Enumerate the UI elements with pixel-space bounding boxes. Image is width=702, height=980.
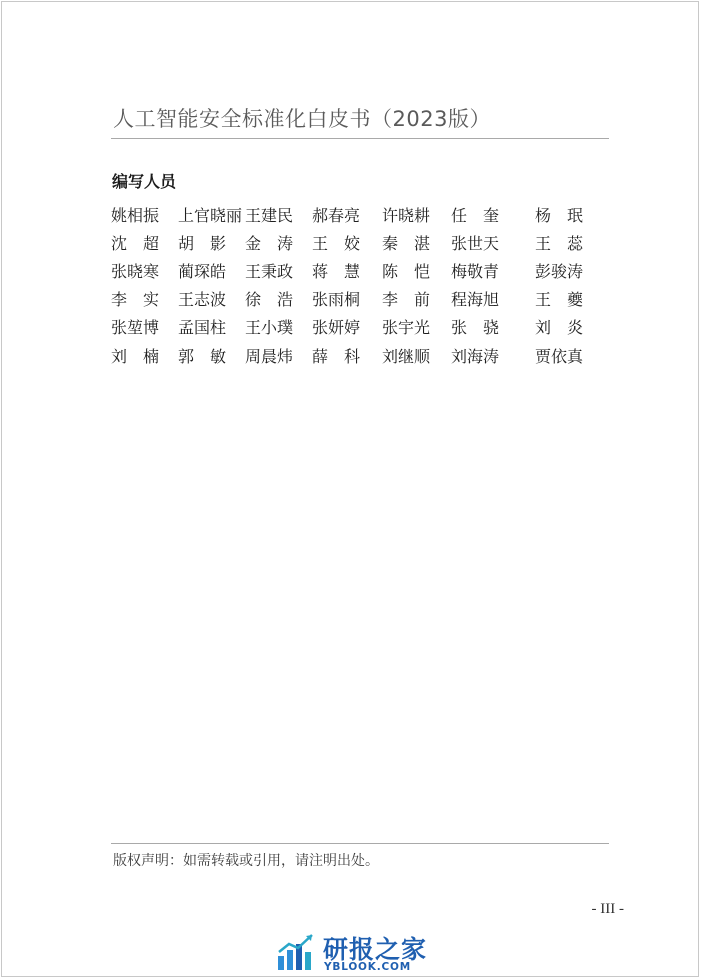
author-name: 徐 浩 (245, 290, 294, 310)
author-name: 胡 影 (178, 233, 227, 253)
author-name: 上官晓丽 (178, 205, 243, 225)
author-name: 贾依真 (534, 346, 583, 366)
author-name: 张堃博 (111, 318, 160, 338)
author-name: 王小璞 (245, 318, 294, 338)
author-name: 梅敬青 (451, 261, 500, 281)
author-name: 秦 湛 (382, 233, 431, 253)
author-name: 刘 炎 (534, 318, 583, 338)
author-name: 张世天 (451, 233, 500, 253)
author-name: 张晓寒 (111, 261, 160, 281)
author-name: 程海旭 (451, 290, 500, 310)
author-name: 王志波 (178, 290, 227, 310)
watermark-logo (276, 930, 436, 974)
author-name: 王 蕊 (534, 233, 583, 253)
author-name: 王秉政 (245, 261, 294, 281)
author-name: 张宇光 (382, 318, 431, 338)
author-name: 薛 科 (312, 346, 361, 366)
author-name: 陈 恺 (382, 261, 431, 281)
author-name: 李 前 (382, 290, 431, 310)
author-name: 张 骁 (451, 318, 500, 338)
author-name: 王建民 (245, 205, 294, 225)
author-name: 金 涛 (245, 233, 294, 253)
author-name: 李 实 (111, 290, 160, 310)
author-name: 孟国柱 (178, 318, 227, 338)
page-frame (1, 1, 699, 977)
author-name: 任 奎 (451, 205, 500, 225)
author-name: 刘继顺 (382, 346, 431, 366)
watermark-text-cn: 研报之家 (323, 935, 428, 964)
author-name: 杨 珉 (534, 205, 583, 225)
copyright-notice: 版权声明：如需转载或引用，请注明出处。 (113, 853, 379, 869)
author-name: 彭骏涛 (534, 261, 583, 281)
section-heading-authors: 编写人员 (112, 172, 177, 191)
author-name: 周晨炜 (245, 346, 294, 366)
author-name: 蒋 慧 (312, 261, 361, 281)
author-name: 刘海涛 (451, 346, 500, 366)
watermark-text-en: YBLOOK.COM (324, 961, 411, 973)
footer-divider (111, 843, 609, 844)
author-name: 许晓耕 (382, 205, 431, 225)
author-name: 沈 超 (111, 233, 160, 253)
author-name: 姚相振 (111, 205, 160, 225)
author-name: 郝春亮 (312, 205, 361, 225)
author-name: 王 姣 (312, 233, 361, 253)
author-name: 张雨桐 (312, 290, 361, 310)
page-number: - III - (591, 901, 624, 917)
author-name: 王 夔 (534, 290, 583, 310)
author-name: 郭 敏 (178, 346, 227, 366)
document-title: 人工智能安全标准化白皮书（2023版） (113, 107, 491, 131)
bar-chart-logo-icon (276, 932, 316, 972)
authors-grid (111, 200, 583, 369)
author-name: 蔺琛皓 (178, 261, 227, 281)
author-name: 刘 楠 (111, 346, 160, 366)
header-divider (111, 138, 609, 139)
author-name: 张妍婷 (312, 318, 361, 338)
